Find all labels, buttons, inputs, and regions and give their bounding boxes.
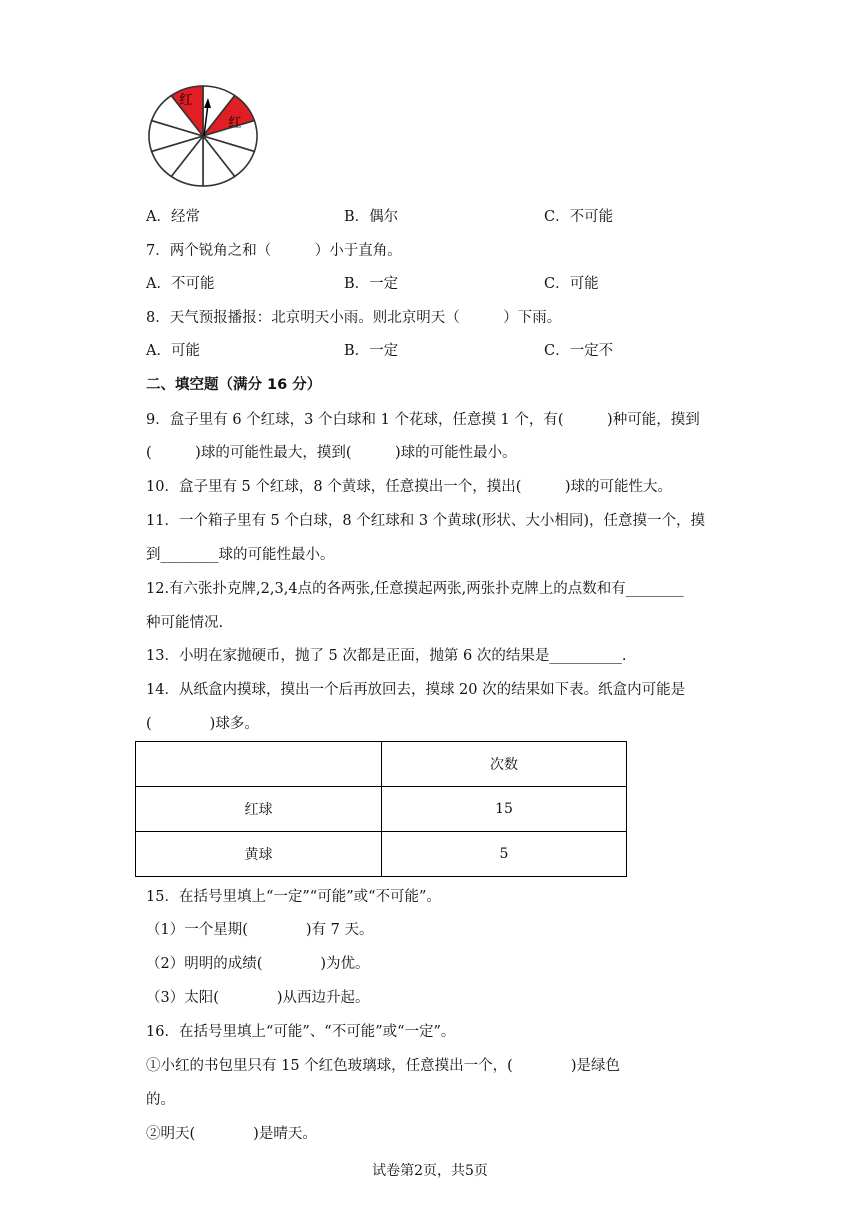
table-cell-label: 红球 — [136, 787, 382, 832]
q7-option-b: B．一定 — [344, 276, 399, 292]
q10-stem: 10．盒子里有 5 个红球，8 个黄球，任意摸出一个，摸出( )球的可能性大。 — [146, 479, 673, 495]
q8-option-c: C．一定不 — [544, 343, 614, 359]
q8-option-a: A．可能 — [146, 343, 200, 359]
q6-option-c: C．不可能 — [544, 209, 614, 225]
q14-line-1: 14．从纸盒内摸球，摸出一个后再放回去，摸球 20 次的结果如下表。纸盒内可能是 — [146, 682, 686, 698]
q9-line-2: ( )球的可能性最大，摸到( )球的可能性最小。 — [146, 445, 517, 461]
q6-option-b: B．偶尔 — [344, 209, 399, 225]
table-header-blank — [136, 742, 382, 787]
q12-line-1: 12.有六张扑克牌,2,3,4点的各两张,任意摸起两张,两张扑克牌上的点数和有________ — [146, 581, 684, 597]
table-row — [136, 787, 627, 832]
q11-line-2: 到________球的可能性最小。 — [146, 547, 335, 563]
q16-item-1: ①小红的书包里只有 15 个红色玻璃球，任意摸出一个，( )是绿色 — [146, 1058, 620, 1074]
q7-option-a: A．不可能 — [146, 276, 215, 292]
q14-line-2: ( )球多。 — [146, 716, 259, 732]
q16-stem: 16．在括号里填上“可能”、“不可能”或“一定”。 — [146, 1024, 456, 1040]
q15-item-3: （3）太阳( )从西边升起。 — [146, 990, 370, 1006]
q16-item-1-cont: 的。 — [146, 1092, 175, 1108]
spinner-sectors — [149, 86, 257, 186]
q9-line-1: 9．盒子里有 6 个红球，3 个白球和 1 个花球，任意摸 1 个，有( )种可能，摸到 — [146, 412, 700, 428]
table-cell-value: 5 — [382, 832, 627, 877]
section-title: 二、填空题（满分 16 分） — [146, 377, 322, 393]
q16-item-2: ②明天( )是晴天。 — [146, 1126, 317, 1142]
table-row — [136, 832, 627, 877]
sector-label-red-2: 红 — [228, 116, 242, 131]
table-cell-value: 15 — [382, 787, 627, 832]
q15-item-2: （2）明明的成绩( )为优。 — [146, 956, 370, 972]
q12-line-2: 种可能情况. — [146, 615, 224, 631]
q6-option-a: A．经常 — [146, 209, 200, 225]
table-header-row — [136, 742, 627, 787]
spinner-figure — [146, 84, 260, 188]
q8-option-b: B．一定 — [344, 343, 399, 359]
q11-line-1: 11．一个箱子里有 5 个白球，8 个红球和 3 个黄球(形状、大小相同)，任意摸一个，摸 — [146, 513, 705, 529]
page-footer: 试卷第2页，共5页 — [372, 1163, 488, 1179]
tally-table — [135, 741, 627, 877]
table-header-count: 次数 — [382, 742, 627, 787]
q15-stem: 15．在括号里填上“一定”“可能”或“不可能”。 — [146, 889, 441, 905]
q13-stem: 13．小明在家抛硬币，抛了 5 次都是正面，抛第 6 次的结果是__________. — [146, 648, 627, 664]
q7-option-c: C．可能 — [544, 276, 599, 292]
table-cell-label: 黄球 — [136, 832, 382, 877]
q15-item-1: （1）一个星期( )有 7 天。 — [146, 922, 374, 938]
q7-stem: 7．两个锐角之和（ ）小于直角。 — [146, 243, 402, 259]
sector-label-red-1: 红 — [179, 93, 193, 108]
q8-stem: 8．天气预报播报：北京明天小雨。则北京明天（ ）下雨。 — [146, 310, 562, 326]
